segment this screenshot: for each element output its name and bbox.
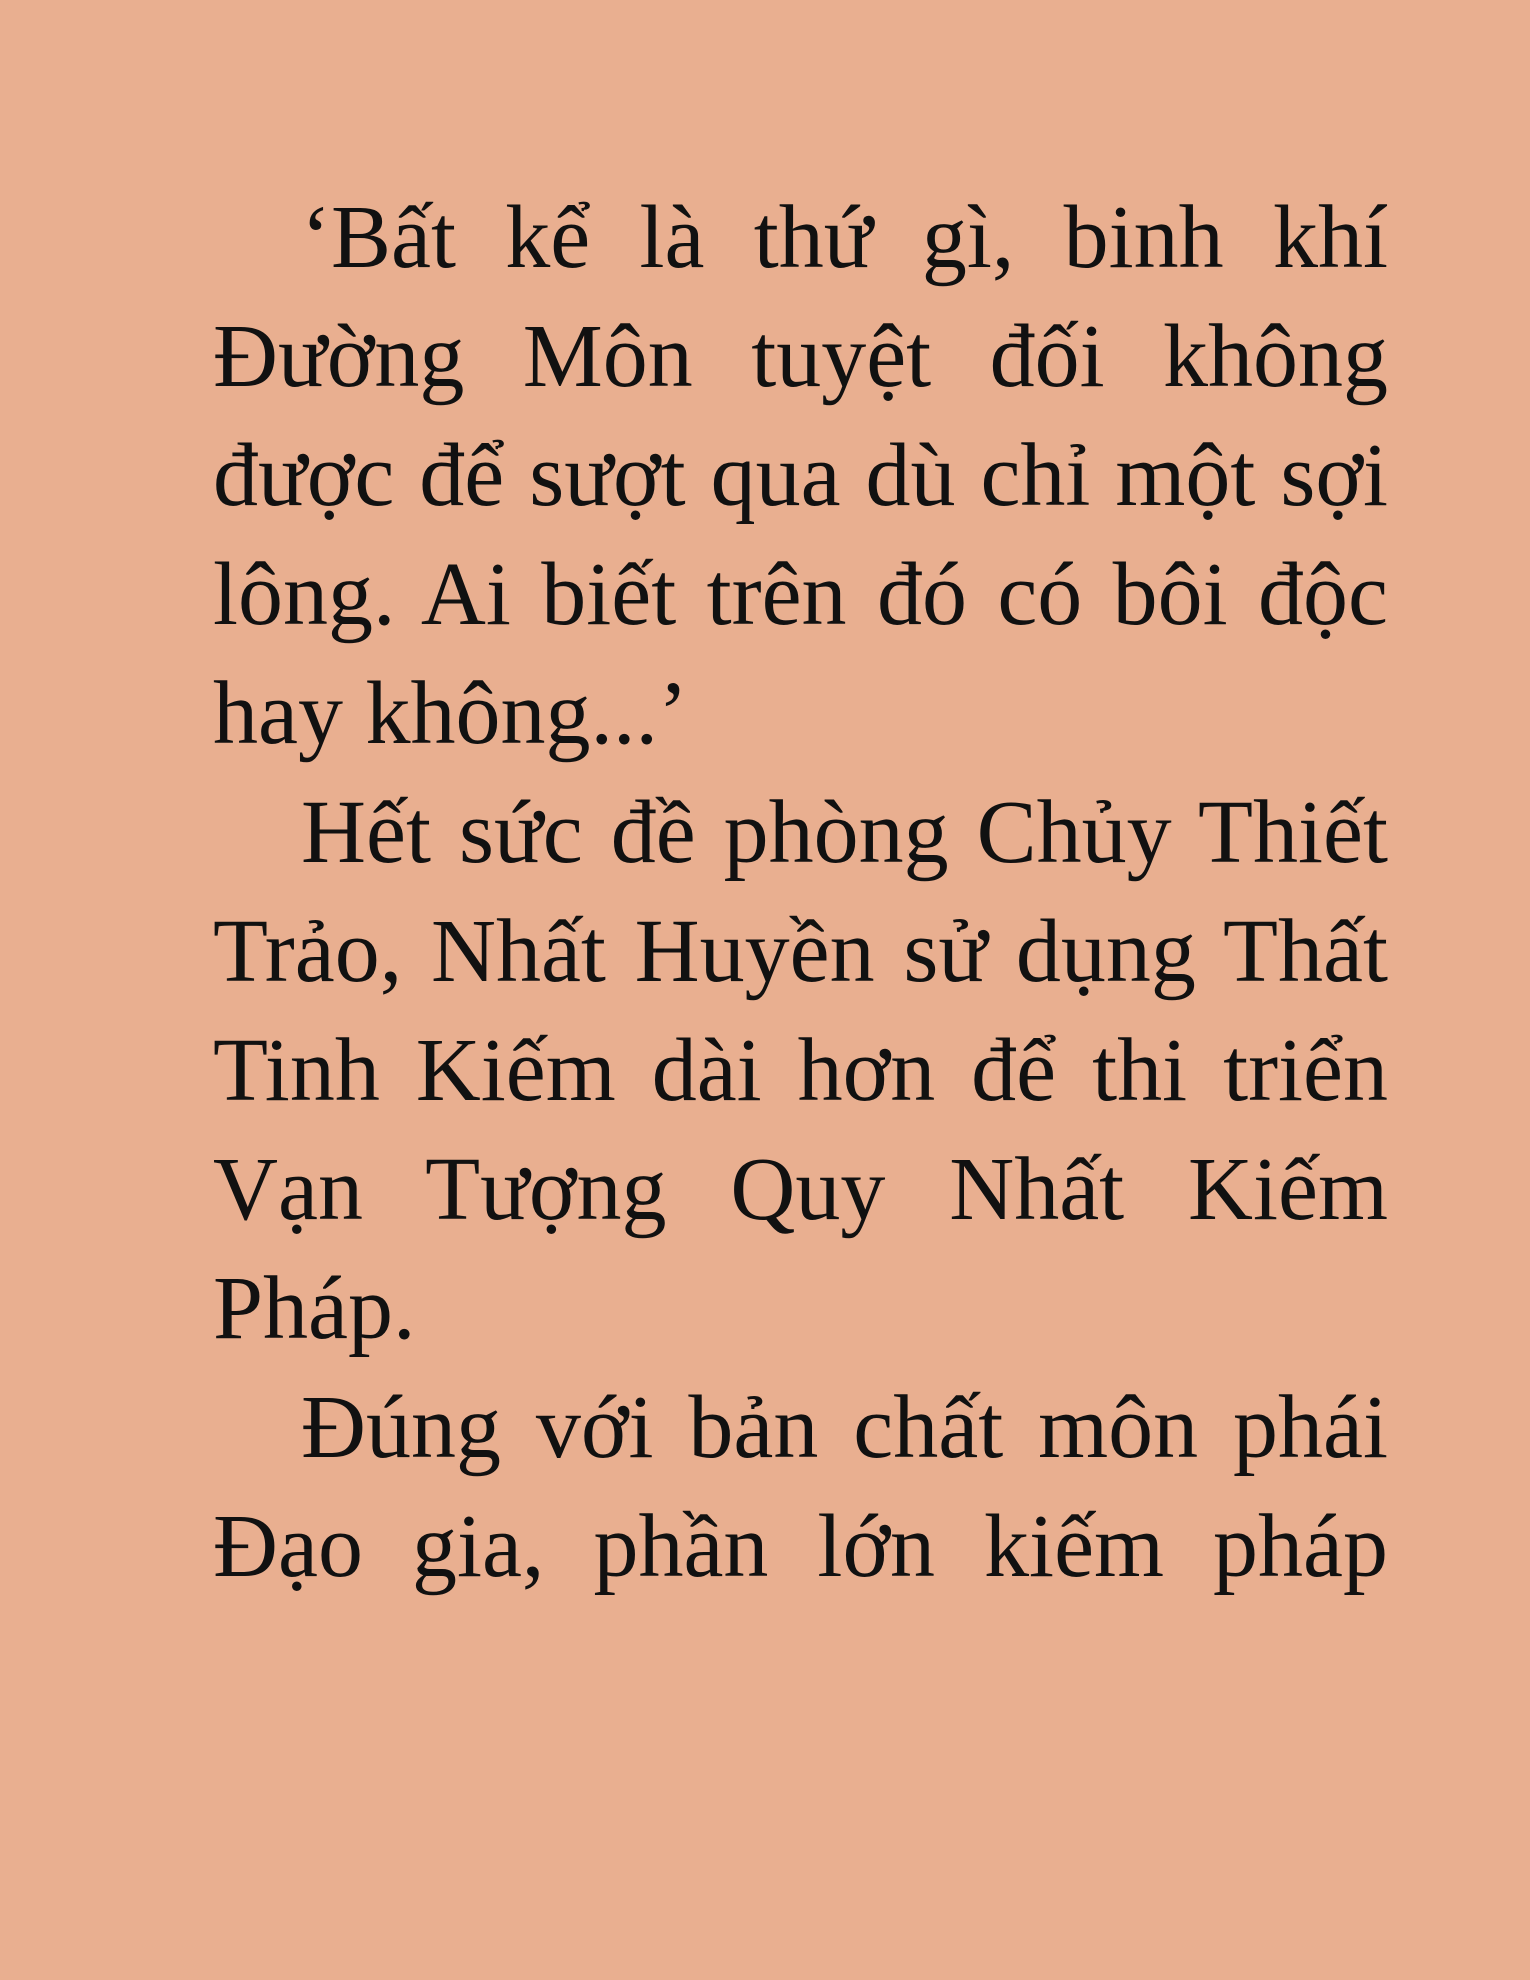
- paragraph-line: hay không...’: [213, 664, 688, 763]
- paragraph-line: Pháp.: [213, 1259, 416, 1358]
- paragraph-1: [213, 178, 1388, 773]
- paragraph-line: được để sượt qua dù chỉ một sợi: [213, 426, 1388, 525]
- paragraph-line: Vạn Tượng Quy Nhất Kiếm: [213, 1140, 1388, 1239]
- page-text: [213, 178, 1388, 1606]
- paragraph-3: [213, 1368, 1388, 1606]
- paragraph-line: Đúng với bản chất môn phái: [301, 1378, 1388, 1477]
- paragraph-line: Đường Môn tuyệt đối không: [213, 307, 1388, 406]
- paragraph-line: ‘Bất kể là thứ gì, binh khí: [301, 188, 1388, 287]
- paragraph-line: Đạo gia, phần lớn kiếm pháp: [213, 1497, 1388, 1596]
- paragraph-2: [213, 773, 1388, 1368]
- paragraph-line: Hết sức đề phòng Chủy Thiết: [301, 783, 1388, 882]
- paragraph-line: Trảo, Nhất Huyền sử dụng Thất: [213, 902, 1388, 1001]
- paragraph-line: Tinh Kiếm dài hơn để thi triển: [213, 1021, 1388, 1120]
- paragraph-line: lông. Ai biết trên đó có bôi độc: [213, 545, 1388, 644]
